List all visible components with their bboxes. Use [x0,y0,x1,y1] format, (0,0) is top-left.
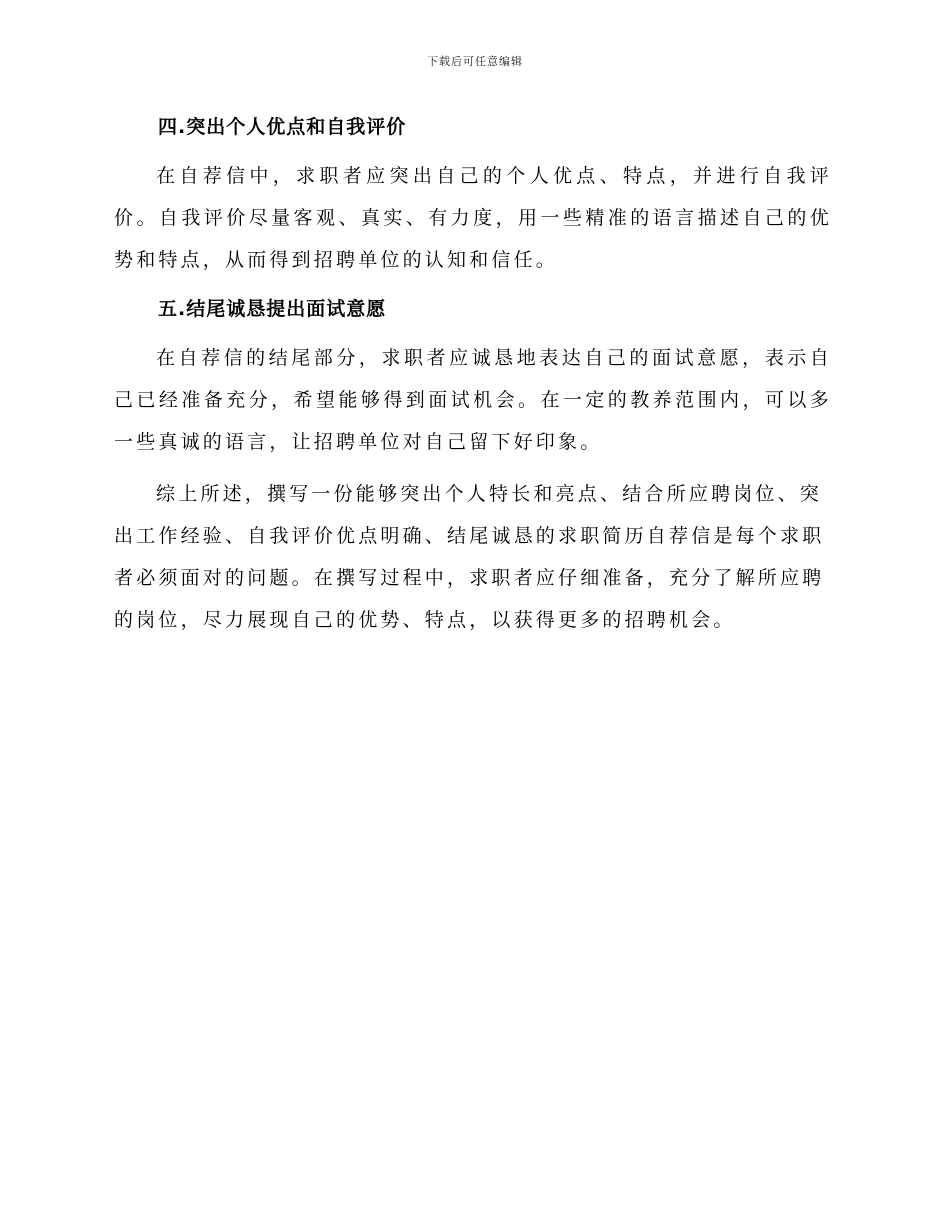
section-heading: 四.突出个人优点和自我评价 [158,116,407,138]
body-paragraph: 在自荐信中，求职者应突出自己的个人优点、特点，并进行自我评价。自我评价尽量客观、真实、有力度，用一些精准的语言描述自己的优势和特点，从而得到招聘单位的认知和信任。 [114,165,832,271]
document-body [114,113,832,645]
body-paragraph: 在自荐信的结尾部分，求职者应诚恳地表达自己的面试意愿，表示自己已经准备充分，希望能够得到面试机会。在一定的教养范围内，可以多一些真诚的语言，让招聘单位对自己留下好印象。 [114,347,832,453]
page-header: 下载后可任意编辑 [427,55,523,68]
section-heading: 五.结尾诚恳提出面试意愿 [158,298,387,320]
body-paragraph: 综上所述，撰写一份能够突出个人特长和亮点、结合所应聘岗位、突出工作经验、自我评价优点明确、结尾诚恳的求职简历自荐信是每个求职者必须面对的问题。在撰写过程中，求职者应仔细准备，充分了解所应聘的岗位，尽力展现自己的优势、特点，以获得更多的招聘机会。 [114,483,825,631]
